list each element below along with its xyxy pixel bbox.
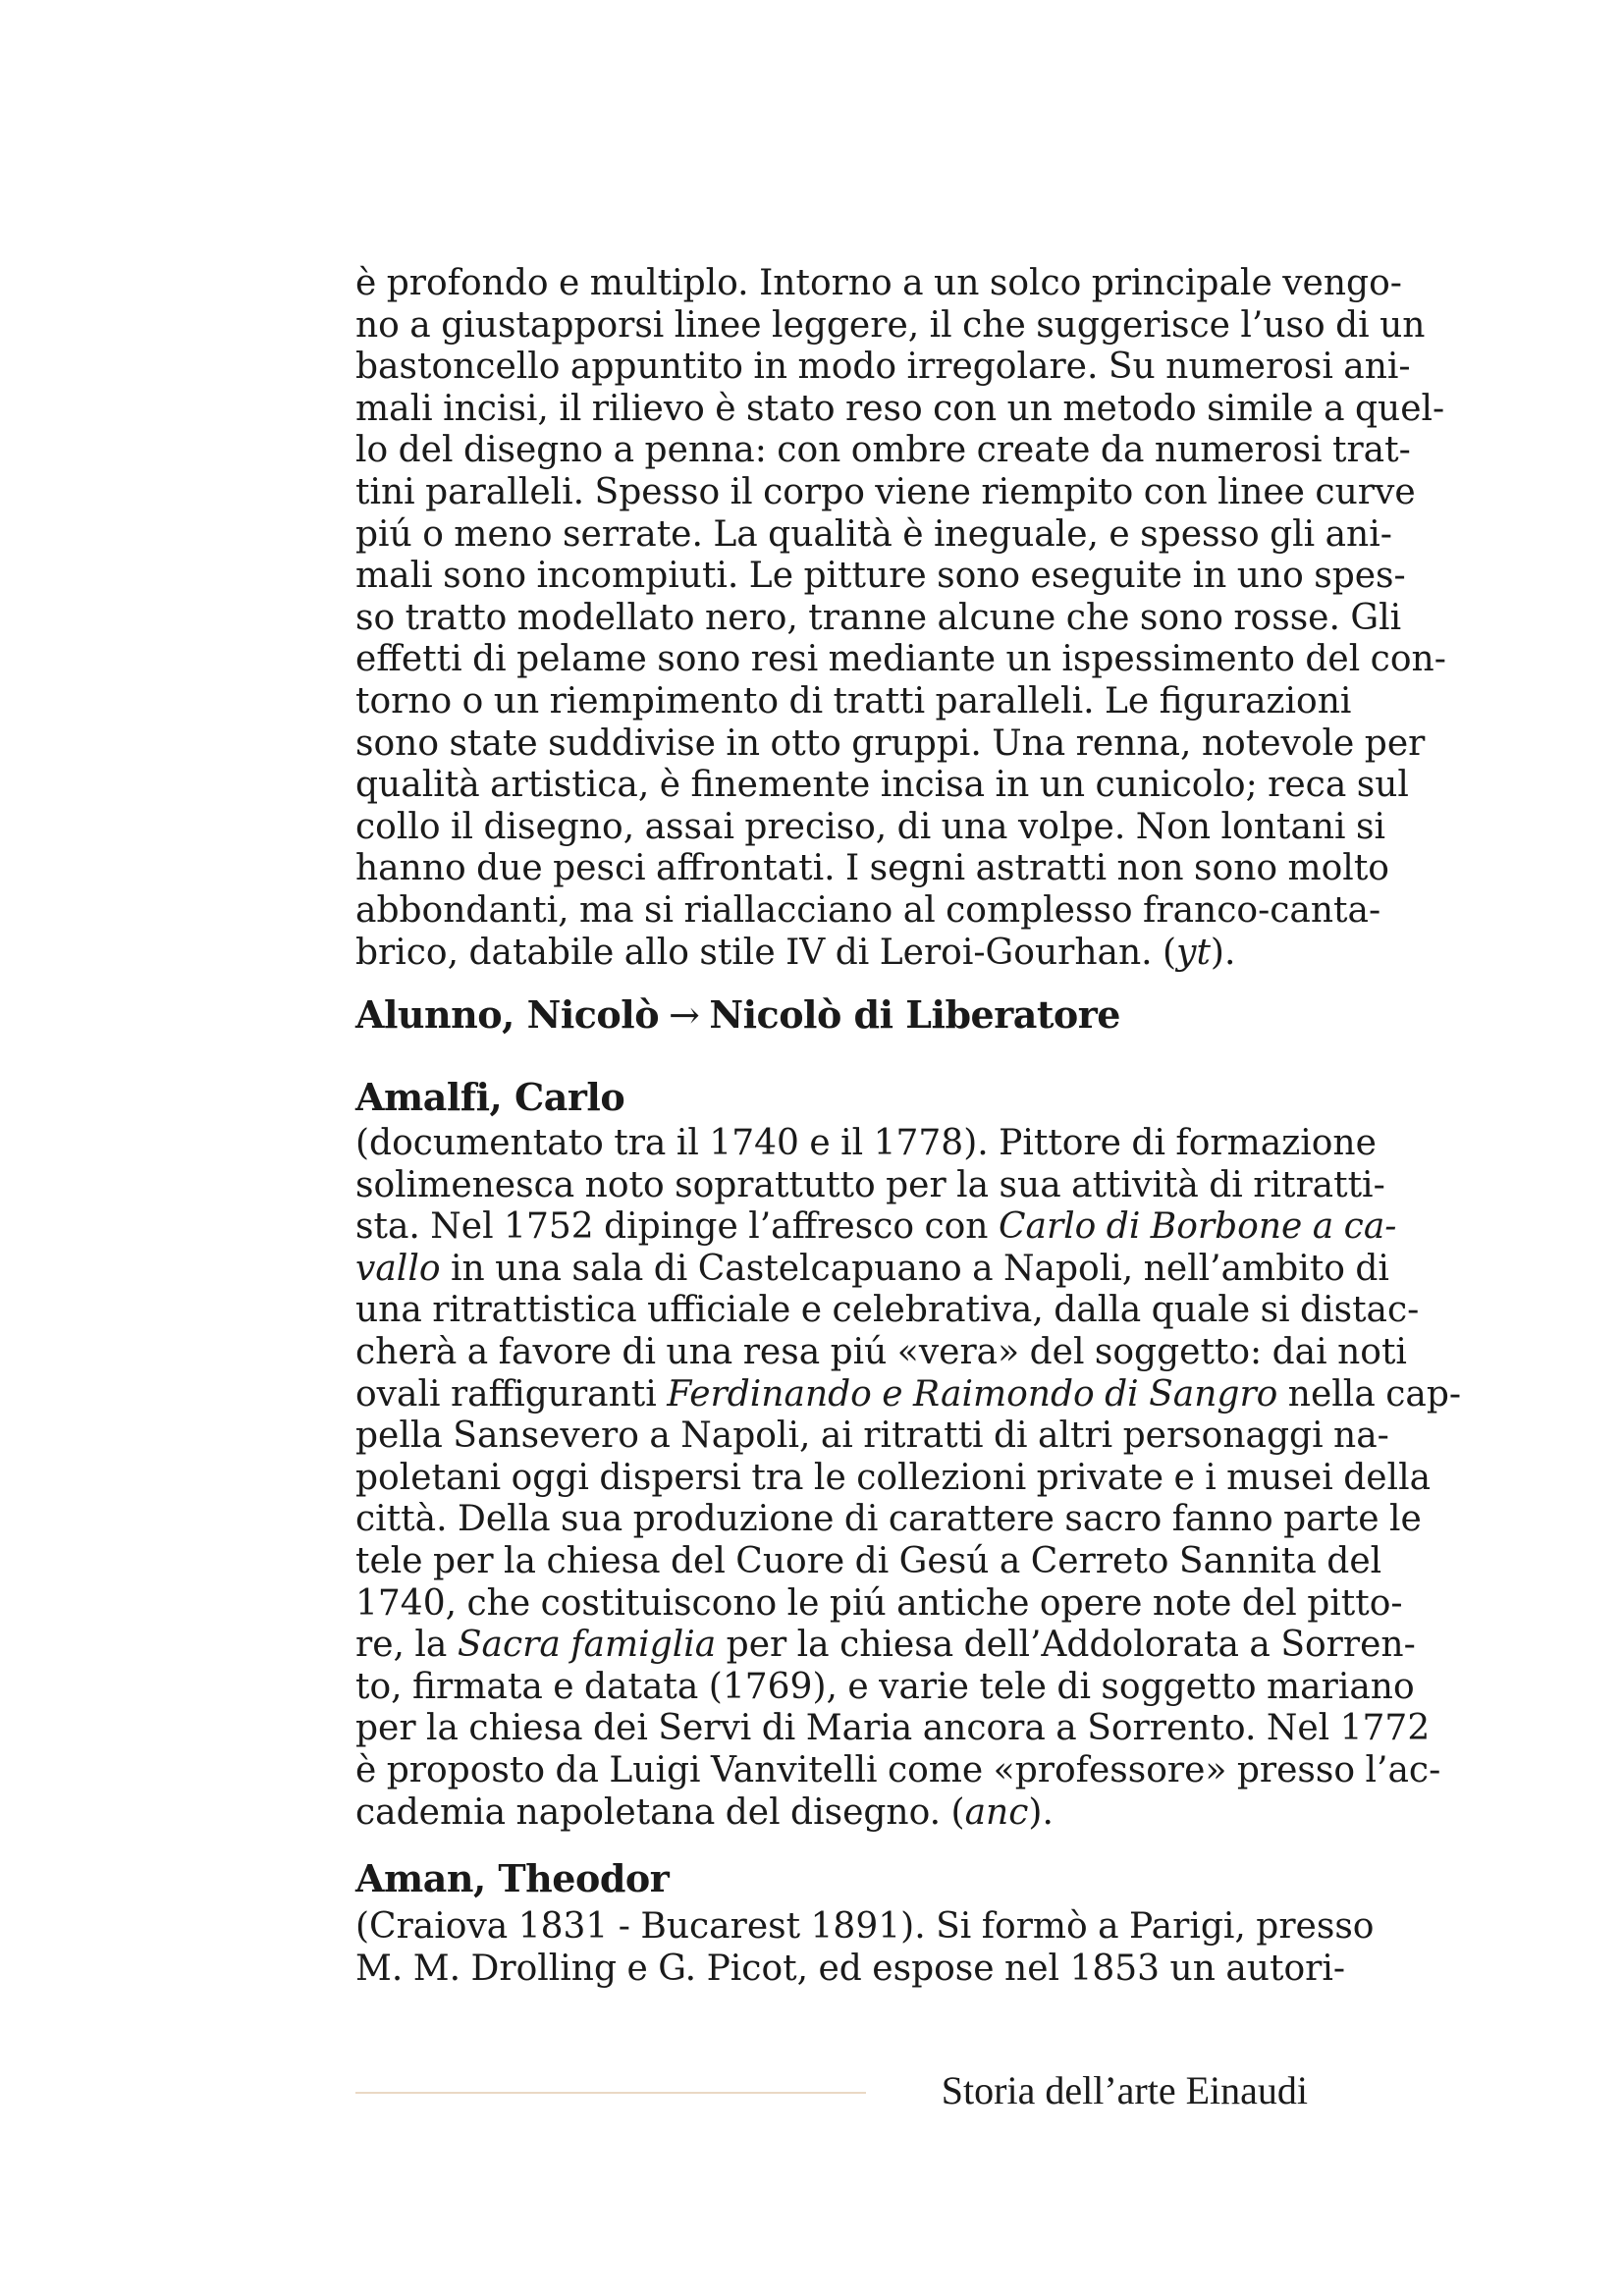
text-line: effetti di pelame sono resi mediante un ispessimento del con- — [355, 639, 1446, 680]
text-line — [355, 1206, 1397, 1249]
cross-reference-arrow-icon: → — [669, 993, 700, 1038]
page-body — [355, 263, 1462, 1990]
amalfi-paragraph — [355, 1123, 1462, 1834]
text-run: per la chiesa dell’Addolorata a Sorren- — [716, 1625, 1416, 1666]
text-line: è profondo e multiplo. Intorno a un solco principale vengo- — [355, 263, 1402, 303]
text-line — [355, 1792, 1308, 1835]
text-line: è proposto da Luigi Vanvitelli come «professore» presso l’ac- — [355, 1750, 1441, 1790]
text-run: ). — [1210, 932, 1236, 973]
text-line: (Craiova 1831 - Bucarest 1891). Si formò a Parigi, presso — [355, 1906, 1375, 1948]
text-line: per la chiesa dei Servi di Maria ancora a Sorrento. Nel 1772 — [355, 1708, 1431, 1749]
text-line — [355, 1625, 1416, 1667]
text-line: so tratto modellato nero, tranne alcune che sono rosse. Gli — [355, 597, 1402, 638]
text-run: in una sala di Castelcapuano a Napoli, nell’ambito di — [440, 1248, 1389, 1289]
text-line: bastoncello appuntito in modo irregolare. Su numerosi ani- — [355, 347, 1411, 388]
text-line: mali incisi, il rilievo è stato reso con un metodo simile a quel- — [355, 388, 1445, 429]
text-run: re, la — [355, 1625, 458, 1666]
aman-paragraph — [355, 1906, 1375, 1990]
text-line: M. M. Drolling e G. Picot, ed espose nel 1853 un autori- — [355, 1948, 1346, 1989]
text-run: cademia napoletana del disegno. ( — [355, 1791, 965, 1833]
artwork-title: Carlo di Borbone a ca- — [998, 1206, 1397, 1248]
page-footer — [355, 2061, 1308, 2120]
text-line: lo del disegno a penna: con ombre create da numerosi trat- — [355, 430, 1411, 471]
artwork-title: vallo — [355, 1248, 441, 1289]
text-line: poletani oggi dispersi tra le collezioni private e i musei della — [355, 1457, 1432, 1498]
text-line: sono state suddivise in otto gruppi. Una renna, notevole per — [355, 722, 1426, 764]
cross-reference-target[interactable]: Nicolò di Liberatore — [709, 992, 1120, 1038]
text-line: piú o meno serrate. La qualità è ineguale, e spesso gli ani- — [355, 513, 1392, 555]
text-line: tele per la chiesa del Cuore di Gesú a Cerreto Sannita del — [355, 1541, 1382, 1582]
artwork-title: Ferdinando e Raimondo di Sangro — [667, 1373, 1278, 1415]
intro-paragraph — [355, 263, 1446, 974]
text-line: una ritrattistica ufficiale e celebrativa, dalla quale si distac- — [355, 1290, 1420, 1331]
entry-name: Alunno, Nicolò — [355, 992, 660, 1038]
text-line: città. Della sua produzione di carattere sacro fanno parte le — [355, 1499, 1422, 1540]
text-run: ). — [1028, 1791, 1054, 1833]
entry-name: Amalfi, Carlo — [355, 1075, 625, 1120]
footer-rule — [355, 2092, 866, 2094]
entry-name: Aman, Theodor — [355, 1856, 670, 1901]
entry-heading-amalfi — [355, 1074, 1308, 1121]
text-line: solimenesca noto soprattutto per la sua attività di ritratti- — [355, 1164, 1385, 1205]
entry-heading-aman — [355, 1855, 1308, 1902]
text-line: 1740, che costituiscono le piú antiche opere note del pitto- — [355, 1582, 1403, 1624]
text-line: tini paralleli. Spesso il corpo viene riempito con linee curve — [355, 471, 1416, 512]
text-run: brico, databile allo stile IV di Leroi-Gourhan. ( — [355, 932, 1177, 973]
artwork-title: Sacra famiglia — [457, 1625, 717, 1666]
text-line: pella Sansevero a Napoli, ai ritratti di altri personaggi na- — [355, 1415, 1389, 1457]
text-line: qualità artistica, è finemente incisa in un cunicolo; reca sul — [355, 765, 1409, 806]
text-line: no a giustapporsi linee leggere, il che suggerisce l’uso di un — [355, 304, 1426, 346]
text-line: collo il disegno, assai preciso, di una volpe. Non lontani si — [355, 806, 1385, 847]
publication-title: Storia dell’arte Einaudi — [941, 2068, 1308, 2112]
text-line: cherà a favore di una resa piú «vera» del soggetto: dai noti — [355, 1332, 1407, 1373]
entry-heading-alunno — [355, 991, 1308, 1039]
text-run: ovali raffiguranti — [355, 1373, 668, 1415]
text-line: (documentato tra il 1740 e il 1778). Pittore di formazione — [355, 1123, 1377, 1164]
text-line: mali sono incompiuti. Le pitture sono eseguite in uno spes- — [355, 556, 1406, 597]
author-initials: yt — [1176, 932, 1211, 973]
text-line — [355, 1248, 1389, 1291]
text-line — [355, 933, 1308, 975]
text-line: hanno due pesci affrontati. I segni astratti non sono molto — [355, 848, 1389, 889]
text-run: sta. Nel 1752 dipinge l’affresco con — [355, 1206, 999, 1248]
text-line — [355, 1373, 1462, 1416]
text-run: nella cap- — [1277, 1373, 1462, 1415]
text-line: abbondanti, ma si riallacciano al complesso franco-canta- — [355, 889, 1381, 931]
author-initials: anc — [964, 1791, 1029, 1833]
text-line: to, firmata e datata (1769), e varie tele di soggetto mariano — [355, 1666, 1415, 1707]
text-line: torno o un riempimento di tratti paralleli. Le figurazioni — [355, 680, 1352, 721]
